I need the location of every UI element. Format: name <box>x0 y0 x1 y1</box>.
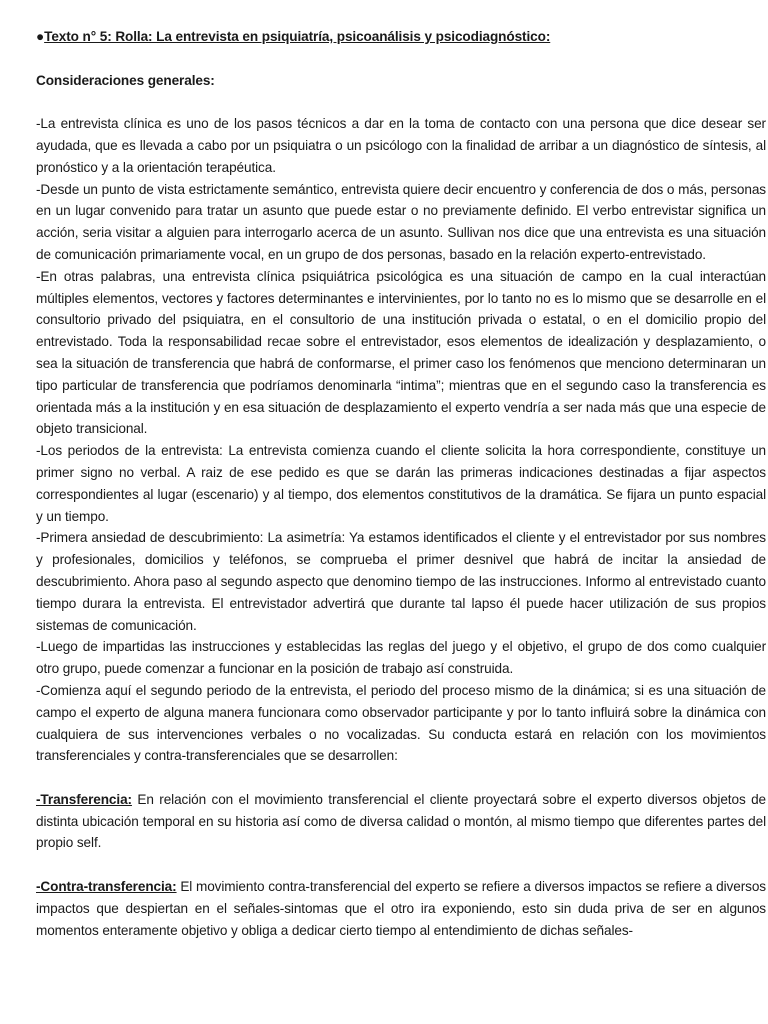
document-page <box>36 26 766 941</box>
document-title <box>36 26 766 48</box>
paragraph-contratransferencia <box>36 876 766 941</box>
section-heading: Consideraciones generales: <box>36 72 215 88</box>
paragraph-primera-ansiedad: -Primera ansiedad de descubrimiento: La asimetría: Ya estamos identificados el cliente y el entrevistador por sus nombres y profesionales, domicilios y teléfonos, se comprueba el primer desnivel que habrá de incitar la ansiedad de descubrimiento. Ahora paso al segundo aspecto que denomino tiempo de las instrucciones. Informo al entrevistado cuanto tiempo durara la entrevista. El entrevistador advertirá que durante tal lapso él puede hacer utilización de sus propios sistemas de comunicación. <box>36 530 766 633</box>
document-title-text: Texto n° 5: Rolla: La entrevista en psiquiatría, psicoanálisis y psicodiagnóstico: <box>44 29 551 44</box>
term-contratransferencia: -Contra-transferencia: <box>36 879 177 895</box>
paragraph-entrevista-clinica: -La entrevista clínica es uno de los pasos técnicos a dar en la toma de contacto con una persona que dice desear ser ayudada, que es llevada a cabo por un psiquiatra o un psicólogo con la finalidad de arribar a un diagnóstico de síntesis, al pronóstico y a la orientación terapéutica. <box>36 116 766 175</box>
transferencia-text: En relación con el movimiento transferencial el cliente proyectará sobre el experto diversos objetos de distinta ubicación temporal en su historia así como de diversa calidad o montón, al mismo tiempo que diferentes partes del propio self. <box>36 791 766 851</box>
bullet-icon: ● <box>36 29 45 44</box>
paragraph-segundo-periodo: -Comienza aquí el segundo periodo de la entrevista, el periodo del proceso mismo de la dinámica; si es una situación de campo el experto de alguna manera funcionara como observador participante y por lo tanto influirá sobre la dinámica con cualquiera de sus intervenciones verbales o no vocalizadas. Su conducta estará en relación con los movimientos transferenciales y contra-transferenciales que se desarrollen: <box>36 682 766 764</box>
contratransferencia-text: El movimiento contra-transferencial del experto se refiere a diversos impactos se refiere a diversos impactos que despiertan en el señales-sintomas que el otro ira exponiendo, esto sin duda priva de ser en algunos momentos enteramente objetivo y obliga a dedicar cierto tiempo al entendimiento de dichas señales- <box>36 879 766 938</box>
paragraph-instrucciones: -Luego de impartidas las instrucciones y establecidas las reglas del juego y el objetivo, el grupo de dos como cualquier otro grupo, puede comenzar a funcionar en la posición de trabajo así construida. <box>36 639 766 677</box>
paragraph-otras-palabras: -En otras palabras, una entrevista clínica psiquiátrica psicológica es una situación de campo en la cual interactúan múltiples elementos, vectores y factores determinantes e intervinientes, por lo tanto no es lo mismo que se desarrolle en el consultorio privado del psiquiatra, en el consultorio de una institución privada o estatal, o en el domicilio propio del entrevistado. Toda la responsabilidad recae sobre el entrevistador, esos elementos de idealización y desplazamiento, o sea la situación de transferencia que habrá de conformarse, el primer caso los fenómenos que menciono determinaran un tipo particular de transferencia que podríamos denominarla “intima”; mientras que en el segundo caso la transferencia es orientada más a la institución y en esa situación de desplazamiento el experto vendría a ser nada más que una especie de objeto transicional. <box>36 268 766 437</box>
body-text <box>36 113 766 767</box>
paragraph-semantico: -Desde un punto de vista estrictamente semántico, entrevista quiere decir encuentro y conferencia de dos o más, personas en un lugar convenido para tratar un asunto que puede estar o no previamente definido. El verbo entrevistar significa un acción, seria visitar a alguien para interrogarlo acerca de un asunto. Sullivan nos dice que una entrevista es una situación de comunicación primariamente vocal, en un grupo de dos personas, basado en la relación experto-entrevistado. <box>36 181 766 262</box>
paragraph-periodos: -Los periodos de la entrevista: La entrevista comienza cuando el cliente solicita la hora correspondiente, constituye un primer signo no verbal. A raiz de ese pedido es que se darán las primeras indicaciones destinadas a fijar aspectos correspondientes al lugar (escenario) y al tiempo, dos elementos constitutivos de la dramática. Se fijara un punto espacial y un tiempo. <box>36 443 766 524</box>
paragraph-transferencia <box>36 789 766 854</box>
term-transferencia: -Transferencia: <box>36 791 132 807</box>
